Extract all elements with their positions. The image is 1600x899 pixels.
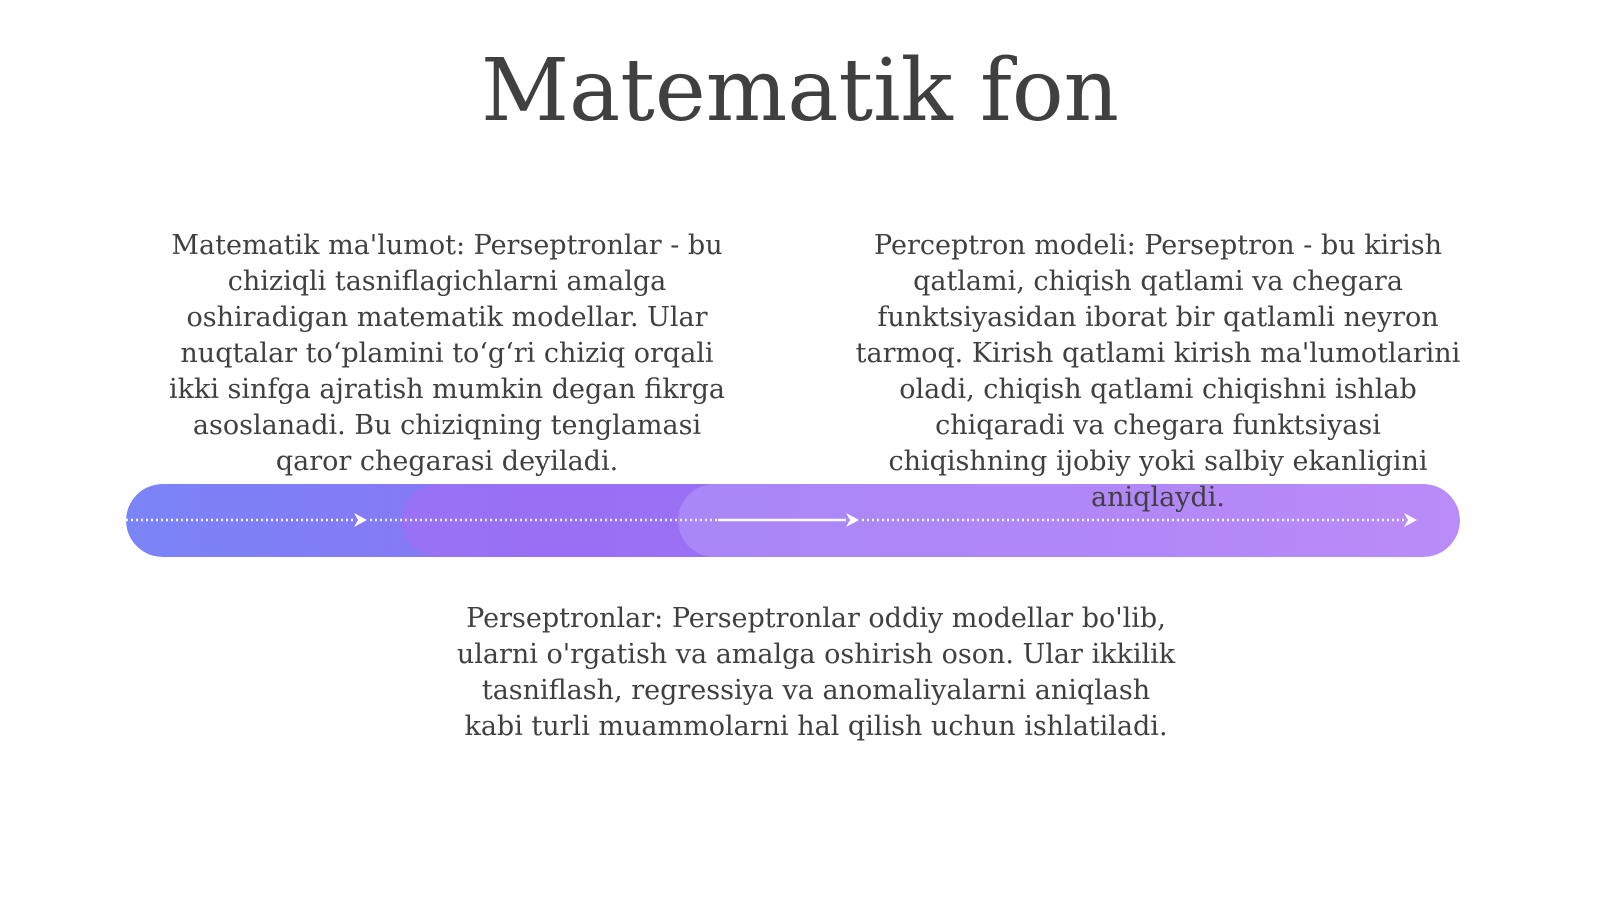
text-block-mathematical-info: Matematik ma'lumot: Perseptronlar - bu chiziqli tasniflagichlarni amalga oshiradigan matematik modellar. Ular nuqtalar to‘plamini to‘g‘ri chiziq orqali ikki sinfga ajratish mumkin degan fikrga asoslanadi. Bu chiziqning tenglamasi qaror chegarasi deyiladi. xyxy=(168,230,726,477)
slide-title: Matematik fon xyxy=(480,41,1120,141)
text-block-perceptrons: Perseptronlar: Perseptronlar oddiy modellar bo'lib, ularni o'rgatish va amalga oshirish oson. Ular ikkilik tasniflash, regressiya va anomaliyalarni aniqlash kabi turli muammolarni hal qilish uchun ishlatiladi. xyxy=(456,603,1176,742)
text-block-perceptron-model: Perceptron modeli: Perseptron - bu kirish qatlami, chiqish qatlami va chegara funktsiyasidan iborat bir qatlamli neyron tarmoq. Kirish qatlami kirish ma'lumotlarini oladi, chiqish qatlami chiqishni ishlab chiqaradi va chegara funktsiyasi chiqishning ijobiy yoki salbiy ekanligini aniqlaydi. xyxy=(855,230,1461,513)
timeline-arrowhead-1-icon xyxy=(354,513,367,527)
